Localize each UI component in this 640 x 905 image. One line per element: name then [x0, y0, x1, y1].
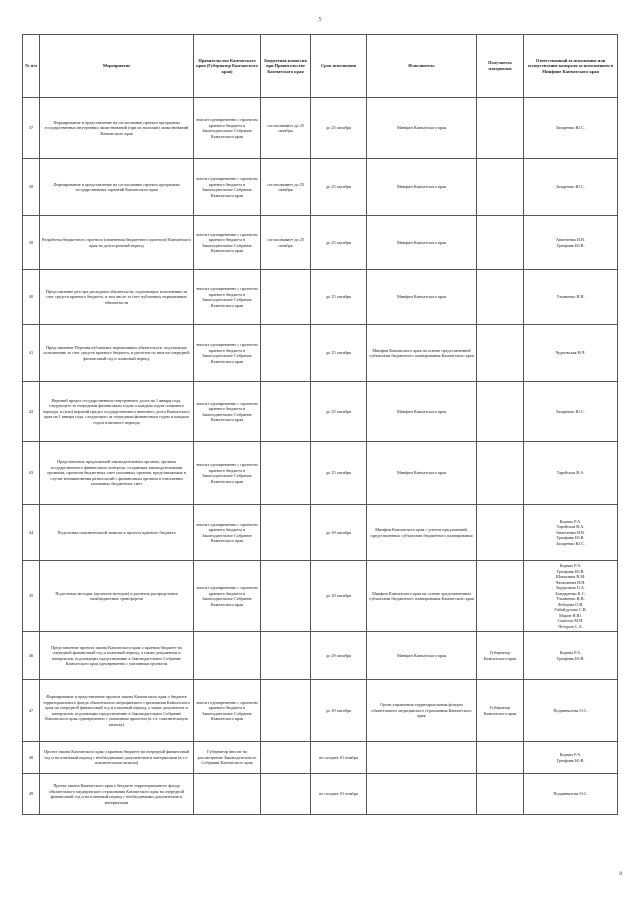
row-executor: Минфин Камчатского края	[367, 98, 477, 159]
row-event: Формирование и представление проекта закона Камчатского края о бюджете территориального фонда обязательного медицинского страхования Камчатского края на очередной финансовый год и плановый период, а также документов и материалов, подлежащих представлению в Законодательное Собрание Камчатского края одновременно с указанным проектом (в т.ч. пояснительную записку)	[40, 680, 194, 742]
row-responsible	[524, 325, 618, 382]
row-responsible	[524, 98, 618, 159]
row-num: 44	[23, 505, 40, 561]
row-deadline: не позднее 01 ноября	[311, 742, 367, 774]
table-row	[23, 561, 618, 632]
responsible-person: Чудновская Н.Ч.	[555, 350, 586, 356]
responsible-person: Грехфинь Ю.В.	[556, 568, 585, 574]
row-recipient	[477, 325, 524, 382]
row-executor: Минфин Камчатского края	[367, 159, 477, 216]
row-budget	[261, 505, 311, 561]
row-recipient: Губернатор Камчатского края	[477, 680, 524, 742]
table-row	[23, 98, 618, 159]
responsible-person: Корнях Р.А.	[559, 518, 582, 524]
row-recipient	[477, 216, 524, 270]
table-row	[23, 159, 618, 216]
row-executor: Минфин Камчатского края	[367, 270, 477, 325]
row-executor: Минфин Камчатского края на основе представленных субъектами бюджетного планирования Камчатского края	[367, 561, 477, 632]
row-event: Представление предложений законодательным органам, органам государственного финансового контроля, созданным законодательными органами, проектов бюджетных смет указанных органов, представляемые в случае возникновения разногласий с финансовым органом в отношении указанных бюджетных смет	[40, 442, 194, 505]
row-deadline: не позднее 01 ноября	[311, 774, 367, 815]
responsible-person: Тарейская В.А.	[556, 470, 585, 476]
row-government: вносит одновременно с проектом краевого бюджета в Законодательное Собрание Камчатского края	[194, 216, 261, 270]
row-executor	[367, 742, 477, 774]
row-responsible	[524, 216, 618, 270]
row-responsible	[524, 742, 618, 774]
row-deadline: до 25 октября	[311, 216, 367, 270]
row-responsible	[524, 382, 618, 442]
row-executor: Минфин Камчатского края	[367, 382, 477, 442]
responsible-person: Бондаренко К.С.	[555, 590, 586, 596]
row-responsible	[524, 159, 618, 216]
responsible-person: Тарейская В.А.	[556, 524, 585, 530]
responsible-person: Гибайдулова С.В.	[554, 607, 587, 612]
responsible-person: Ананченко И.В.	[555, 237, 586, 242]
row-deadline: до 29 октября	[311, 505, 367, 561]
responsible-person: Ананченко И.В.	[555, 529, 586, 535]
row-recipient	[477, 442, 524, 505]
page-number: 5	[318, 17, 322, 23]
row-budget	[261, 442, 311, 505]
row-event: Верхний предел государственного внутреннего долга на 1 января года, следующего за очередным финансовым годом и каждым годом планового периода, и (или) верхний предел государственного внешнего долга Камчатского края на 1 января года, следующего за очередным финансовым годом и каждым годом планового периода	[40, 382, 194, 442]
table-header	[23, 35, 618, 98]
responsible-person: Грехфинь Ю.В.	[556, 655, 585, 661]
row-num: 41	[23, 325, 40, 382]
row-event: Проект закона Камчатского края о краевом бюджете на очередной финансовый год и на плановый период с необходимыми документами и материалами (в т.ч. пояснительная записка)	[40, 742, 194, 774]
row-event: Представление Перечня публичных нормативных обязательств, подлежащих исполнению за счет средств краевого бюджета, и расчетов по ним на очередной финансовый год и плановый период	[40, 325, 194, 382]
row-recipient	[477, 270, 524, 325]
row-budget	[261, 632, 311, 680]
row-recipient	[477, 561, 524, 632]
responsible-person: Чалашевич Н.Н.	[555, 579, 586, 585]
row-deadline: до 29 октября	[311, 680, 367, 742]
row-num: 45	[23, 561, 40, 632]
responsible-person: Самоток М.Н.	[557, 618, 584, 623]
responsible-person: Шамалина В.М.	[555, 574, 586, 579]
row-budget	[261, 270, 311, 325]
row-responsible	[524, 680, 618, 742]
row-recipient	[477, 505, 524, 561]
row-government: вносит одновременно с проектом краевого бюджета в Законодательное Собрание Камчатского края	[194, 159, 261, 216]
responsible-person: Лебедева О.Н.	[557, 601, 584, 607]
header-deadline: Срок исполнения	[311, 35, 367, 98]
row-budget: согласовывает до 25 октября	[261, 216, 311, 270]
row-num: 46	[23, 632, 40, 680]
row-event: Формирование и представление на согласование проекта программы государственных внутренних заимствований (при их наличии) заимствований Камчатского края	[40, 98, 194, 159]
row-government: вносит одновременно с проектом краевого бюджета в Законодательное Собрание Камчатского края	[194, 325, 261, 382]
row-event: Подготовка пояснительной записки к проекту краевого бюджета	[40, 505, 194, 561]
responsible-person: Подшивалова О.С.	[553, 707, 588, 713]
responsible-person: Грехфинь Ю.В.	[556, 757, 585, 763]
row-num: 40	[23, 270, 40, 325]
row-deadline: до 25 октября	[311, 270, 367, 325]
header-recipient: Получатель материалов	[477, 35, 524, 98]
responsible-person: Захаренко Ю.С.	[556, 184, 585, 190]
row-recipient: Губернатор Камчатского края	[477, 632, 524, 680]
responsible-person: Ульяненко И.В.	[556, 294, 585, 300]
row-executor	[367, 774, 477, 815]
row-executor: Минфин Камчатского края	[367, 216, 477, 270]
row-num: 42	[23, 382, 40, 442]
responsible-person: Грехфинь Ю.В.	[556, 535, 585, 541]
row-recipient	[477, 742, 524, 774]
responsible-person: Ульяненко И.В.	[556, 596, 585, 601]
row-num: 49	[23, 774, 40, 815]
responsible-person: Корнях Р.А.	[559, 650, 582, 655]
header-num: № п/п	[23, 35, 40, 98]
row-executor: Минфин Камчатского края с учетом предложений, представленных субъектами бюджетного планирования	[367, 505, 477, 561]
row-government: вносит одновременно с проектом краевого бюджета в Законодательное Собрание Камчатского края	[194, 382, 261, 442]
row-government	[194, 774, 261, 815]
row-num: 37	[23, 98, 40, 159]
corner-mark: ⁸	[619, 870, 622, 879]
row-num: 43	[23, 442, 40, 505]
table-row	[23, 382, 618, 442]
row-budget: согласовывает до 25 октября	[261, 98, 311, 159]
header-event: Мероприятие	[40, 35, 194, 98]
row-deadline: до 25 октября	[311, 382, 367, 442]
row-government: вносит одновременно с проектом краевого бюджета в Законодательное Собрание Камчатского края	[194, 561, 261, 632]
row-government	[194, 632, 261, 680]
row-executor: Минфин Камчатского края	[367, 442, 477, 505]
row-budget	[261, 325, 311, 382]
table-row	[23, 742, 618, 774]
row-event: Подготовка методик (проектов методик) и расчетов распределения межбюджетных трансфертов	[40, 561, 194, 632]
row-government: вносит одновременно с проектом краевого бюджета в Законодательное Собрание Камчатского края	[194, 270, 261, 325]
row-budget	[261, 742, 311, 774]
row-government: вносит одновременно с проектом краевого бюджета в Законодательное Собрание Камчатского края	[194, 442, 261, 505]
table-row	[23, 505, 618, 561]
row-deadline: до 25 октября	[311, 325, 367, 382]
row-budget	[261, 680, 311, 742]
row-responsible	[524, 270, 618, 325]
row-government: вносит одновременно с проектом краевого бюджета в Законодательное Собрание Камчатского края	[194, 98, 261, 159]
row-budget	[261, 774, 311, 815]
responsible-person: Марон Н.Ю.	[558, 612, 583, 618]
responsible-person: Петуров С.А.	[558, 623, 583, 629]
row-budget	[261, 561, 311, 632]
responsible-person: Захаренко Ю.С.	[556, 125, 585, 131]
row-event: Проект закона Камчатского края о бюджете территориального фонда обязательного медицинского страхования Камчатского края на очередной финансовый год и на плановый период с необходимыми документами и материалами	[40, 774, 194, 815]
table-row	[23, 680, 618, 742]
row-recipient	[477, 382, 524, 442]
row-budget	[261, 382, 311, 442]
responsible-person: Корнях Р.А.	[559, 752, 582, 757]
responsible-person: Захаренко Ю.С.	[556, 408, 585, 414]
row-event: Разработка бюджетного прогноза (изменения бюджетного прогноза) Камчатского края на долгосрочный период	[40, 216, 194, 270]
row-recipient	[477, 159, 524, 216]
row-executor: Минфин Камчатского края на основе представленной субъектами бюджетного планирования Камчатского края	[367, 325, 477, 382]
table-row	[23, 442, 618, 505]
budget-plan-table	[22, 34, 618, 815]
row-executor: Минфин Камчатского края	[367, 632, 477, 680]
header-row	[23, 35, 618, 98]
row-recipient	[477, 774, 524, 815]
table-row	[23, 632, 618, 680]
row-num: 39	[23, 216, 40, 270]
row-government: вносит одновременно с проектом краевого бюджета в Законодательное Собрание Камчатского края	[194, 680, 261, 742]
row-event: Представление реестра расходных обязательств, подлежащих исполнению за счет средств краевого бюджета, в том числе за счет публичных нормативных обязательств	[40, 270, 194, 325]
row-recipient	[477, 98, 524, 159]
table-row	[23, 774, 618, 815]
responsible-person: Грехфинь Ю.В.	[556, 242, 585, 248]
table-row	[23, 270, 618, 325]
row-responsible	[524, 505, 618, 561]
responsible-person: Захаренко Ю.С.	[556, 540, 585, 546]
table-body	[23, 98, 618, 815]
row-responsible	[524, 632, 618, 680]
row-responsible	[524, 774, 618, 815]
row-num: 48	[23, 742, 40, 774]
row-deadline: до 25 октября	[311, 442, 367, 505]
row-deadline: до 29 октября	[311, 632, 367, 680]
row-num: 38	[23, 159, 40, 216]
header-executor: Исполнитель	[367, 35, 477, 98]
table-row	[23, 325, 618, 382]
responsible-person: Задорожна О.А.	[555, 585, 586, 590]
row-government: вносит одновременно с проектом краевого бюджета в Законодательное Собрание Камчатского края	[194, 505, 261, 561]
row-event: Формирование и представление на согласование проекта программы государственных гарантий Камчатского края	[40, 159, 194, 216]
row-responsible	[524, 442, 618, 505]
header-budget-commission: Бюджетная комиссия при Правительстве Камчатского края	[261, 35, 311, 98]
row-event: Представление проекта закона Камчатского края о краевом бюджете на очередной финансовый год и плановый период, а также документов и материалов, подлежащих представлению в Законодательное Собрание Камчатского края одновременно с указанным проектом	[40, 632, 194, 680]
row-deadline: до 25 октября	[311, 98, 367, 159]
table-row	[23, 216, 618, 270]
responsible-person: Подшивалова О.С.	[553, 791, 588, 797]
header-government: Правительство Камчатского края (Губернатор Камчатского края)	[194, 35, 261, 98]
row-budget: согласовывает до 25 октября	[261, 159, 311, 216]
row-responsible	[524, 561, 618, 632]
responsible-person: Корнях Р.А.	[559, 563, 582, 568]
row-num: 47	[23, 680, 40, 742]
row-government: Губернатор вносит на рассмотрение Законодательного Собрания Камчатского края	[194, 742, 261, 774]
row-deadline: до 25 октября	[311, 159, 367, 216]
row-executor: Орган управления территориальным фондом обязательного медицинского страхования Камчатского края	[367, 680, 477, 742]
row-deadline: до 29 октября	[311, 561, 367, 632]
header-responsible: Ответственный за исполнение или осуществление контроля за исполнением в Минфине Камчатского края	[524, 35, 618, 98]
